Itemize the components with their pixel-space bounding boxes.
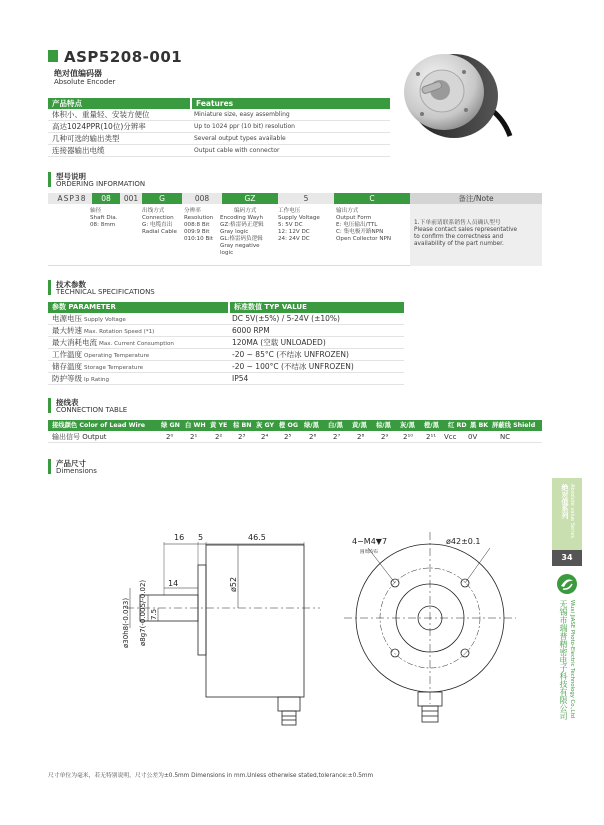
code-resolution: 008 bbox=[182, 193, 222, 204]
col-line: 12: 12V DC bbox=[278, 229, 310, 235]
front-view bbox=[344, 532, 516, 722]
features-table bbox=[48, 98, 390, 157]
section-title-cn: 接线表 bbox=[56, 398, 79, 407]
conn-header-cell: 橙 OG bbox=[279, 422, 299, 429]
subtitle-cn: 绝对值编码器 bbox=[54, 69, 102, 78]
col-line: Connection bbox=[142, 215, 174, 221]
conn-cell: 2⁹ bbox=[381, 433, 389, 441]
col-line: GZ:格雷码正逻辑 bbox=[220, 222, 264, 228]
col-line: 编码方式 bbox=[234, 208, 257, 214]
gland-outline bbox=[278, 697, 300, 711]
param-cn: 工作温度 bbox=[52, 350, 82, 359]
ordering-col-resolution bbox=[184, 208, 213, 243]
feature-cn: 几种可选的输出类型 bbox=[52, 134, 120, 143]
series-tab bbox=[552, 478, 582, 550]
ordering-col-voltage bbox=[278, 208, 320, 243]
conn-header-cell: 屏蔽线 Shield bbox=[492, 422, 536, 429]
feature-cn: 体积小、重量轻、安装方便位 bbox=[52, 110, 150, 119]
section-bar bbox=[48, 398, 51, 413]
conn-cell: 2⁵ bbox=[284, 433, 292, 441]
company-logo-icon bbox=[555, 572, 579, 596]
tech-header-value: 标准数值 TYP VALUE bbox=[230, 302, 404, 313]
section-title-en: TECHNICAL SPECIFICATIONS bbox=[56, 288, 155, 296]
mount-hole bbox=[391, 649, 399, 657]
conn-header-cell: 灰 GY bbox=[256, 422, 275, 429]
conn-header-cell: 白 WH bbox=[185, 422, 206, 429]
col-line: G: 电缆直出 bbox=[142, 222, 173, 228]
col-line: Supply Voltage bbox=[278, 215, 320, 221]
col-line: 5: 5V DC bbox=[278, 222, 303, 228]
code-prefix: ASP38 bbox=[57, 194, 87, 203]
col-line: logic bbox=[220, 250, 234, 256]
code-connection: G bbox=[142, 193, 182, 204]
param-label bbox=[48, 373, 228, 384]
param-label bbox=[48, 325, 228, 336]
conn-cell: 2² bbox=[215, 433, 223, 441]
param-label bbox=[48, 349, 228, 360]
note-label: 备注/Note bbox=[410, 193, 542, 204]
param-en: Storage Temperature bbox=[84, 365, 144, 371]
param-value: 120MA (空载 UNLOADED) bbox=[232, 338, 326, 347]
param-cn: 最大消耗电流 bbox=[52, 338, 97, 347]
table-row bbox=[48, 373, 404, 385]
col-line: 010:10 Bit bbox=[184, 236, 214, 242]
series-en: Absolute value Series bbox=[569, 484, 575, 539]
feature-en: Output cable with connector bbox=[194, 147, 280, 154]
dimension-drawing bbox=[90, 520, 522, 750]
table-row bbox=[48, 349, 404, 361]
dim-phi30: ø30h8(-0.033) bbox=[122, 597, 130, 648]
table-row bbox=[48, 325, 404, 337]
note-line: availability of the part number. bbox=[414, 241, 504, 247]
table-row bbox=[48, 361, 404, 373]
body-outline bbox=[206, 545, 304, 697]
dim-phi42: ø42±0.1 bbox=[446, 537, 481, 546]
dim-14: 14 bbox=[168, 579, 179, 588]
conn-header-cell: 黄 YE bbox=[210, 422, 228, 429]
col-line: Encoding Wayh bbox=[220, 215, 264, 221]
footer-note: 尺寸单位为毫米，若无特别说明，尺寸公差为±0.5mm Dimensions in mm.Unless otherwise stated,tolerance:±0.5mm bbox=[48, 773, 374, 779]
conn-header-cell: 黑 BK bbox=[470, 422, 489, 429]
dim-phi52: ø52 bbox=[229, 576, 238, 592]
cable-outline bbox=[422, 706, 438, 722]
param-value: IP54 bbox=[232, 374, 249, 383]
features-header bbox=[48, 98, 390, 109]
conn-cell: NC bbox=[500, 433, 511, 441]
ordering-code-row bbox=[48, 193, 542, 204]
table-row bbox=[48, 431, 542, 443]
col-line: 009:9 Bit bbox=[184, 229, 210, 235]
company-name-cn: 无锡市瑞普精密电子科技有限公司 bbox=[559, 600, 568, 720]
conn-header-label: 接线颜色 Color of Lead Wire bbox=[52, 422, 146, 429]
section-title-cn: 产品尺寸 bbox=[56, 459, 86, 468]
param-label bbox=[48, 337, 228, 348]
col-line: Open Collector NPN bbox=[336, 236, 392, 242]
param-cn: 最大转速 bbox=[52, 326, 82, 335]
param-value: -20 ~ 100°C (不结冰 UNFROZEN) bbox=[232, 362, 354, 371]
col-line: C: 集电极开路NPN bbox=[336, 229, 384, 235]
conn-cell: 2⁸ bbox=[357, 433, 365, 441]
code-encoding: GZ bbox=[222, 193, 278, 204]
col-line: 24: 24V DC bbox=[278, 236, 310, 242]
col-line: 输出方式 bbox=[336, 208, 359, 214]
col-line: 08: 8mm bbox=[90, 222, 116, 228]
section-title-en: ORDERING INFORMATION bbox=[56, 180, 146, 188]
conn-cell: 2¹¹ bbox=[426, 433, 437, 441]
dim-7-5: 7.5 bbox=[150, 608, 158, 620]
conn-cell: 0V bbox=[468, 433, 478, 441]
code-voltage: 5 bbox=[303, 194, 309, 203]
conn-cell: 2¹ bbox=[190, 433, 198, 441]
col-line: 分辨率 bbox=[184, 208, 201, 214]
section-title-en: CONNECTION TABLE bbox=[56, 406, 128, 414]
conn-header-cell: 棕 BN bbox=[233, 422, 252, 429]
dim-phi8: ø8g7(-0.005/-0.02) bbox=[139, 579, 147, 646]
param-value: -20 ~ 85°C (不结冰 UNFROZEN) bbox=[232, 350, 349, 359]
table-row bbox=[48, 121, 390, 133]
features-header-en: Features bbox=[192, 98, 390, 109]
dim-m4-sub: 圆周均布 bbox=[360, 550, 378, 555]
page-number: 34 bbox=[552, 550, 582, 566]
param-cn: 电源电压 bbox=[52, 314, 82, 323]
title-accent-bar bbox=[48, 50, 58, 62]
conn-header-cell: 棕/黑 bbox=[376, 422, 391, 429]
conn-header-cell: 白/黑 bbox=[328, 422, 343, 429]
tech-table bbox=[48, 302, 404, 385]
ordering-col-shaft bbox=[90, 208, 117, 229]
subtitle-en: Absolute Encoder bbox=[54, 78, 116, 86]
tech-header bbox=[48, 302, 404, 313]
conn-header-cell: 黄/黑 bbox=[352, 422, 367, 429]
conn-cell: Vcc bbox=[444, 433, 457, 441]
features-header-cn: 产品特点 bbox=[48, 98, 190, 109]
conn-row-label: 输出信号 Output bbox=[52, 433, 107, 441]
note-line: to confirm the correctness and bbox=[414, 234, 504, 240]
note-line: Please contact sales representative bbox=[414, 227, 518, 233]
dim-m4: 4−M4▼7 bbox=[352, 537, 388, 546]
ordering-col-encoding bbox=[220, 208, 264, 257]
conn-header-cell: 绿/黑 bbox=[304, 422, 319, 429]
col-line: Gray logic bbox=[220, 229, 249, 235]
ordering-note bbox=[410, 204, 542, 266]
table-row bbox=[48, 109, 390, 121]
param-value: 6000 RPM bbox=[232, 326, 270, 335]
section-title-cn: 型号说明 bbox=[56, 172, 86, 181]
table-row bbox=[48, 313, 404, 325]
product-title: ASP5208-001 bbox=[64, 48, 183, 66]
col-line: E: 电压输出/TTL bbox=[336, 222, 378, 228]
conn-header-cell: 红 RD bbox=[448, 422, 467, 429]
feature-en: Up to 1024 ppr (10 bit) resolution bbox=[194, 123, 295, 130]
section-bar bbox=[48, 459, 51, 474]
col-line: 出线方式 bbox=[142, 208, 165, 214]
conn-cell: 2⁷ bbox=[333, 433, 341, 441]
conn-cell: 2¹⁰ bbox=[403, 433, 414, 441]
ordering-body bbox=[48, 204, 542, 266]
connection-header bbox=[48, 420, 542, 431]
param-label bbox=[48, 313, 228, 324]
ordering-table bbox=[48, 193, 542, 266]
ordering-col-connection bbox=[142, 208, 177, 236]
code-shaft: 08 bbox=[92, 193, 120, 204]
param-en: Supply Voltage bbox=[84, 317, 126, 323]
tech-header-param: 参数 PARAMETER bbox=[48, 302, 228, 313]
param-en: Ip Rating bbox=[84, 377, 110, 383]
flange-outline bbox=[198, 565, 206, 655]
col-line: Resolution bbox=[184, 215, 214, 221]
param-en: Max. Current Consumption bbox=[99, 341, 174, 347]
table-row bbox=[48, 337, 404, 349]
col-line: Gray negative bbox=[220, 243, 260, 249]
param-cn: 储存温度 bbox=[52, 362, 82, 371]
section-bar bbox=[48, 280, 51, 295]
connection-table bbox=[48, 420, 542, 443]
series-cn: 绝对值系列 bbox=[561, 484, 569, 519]
cable-outline bbox=[282, 711, 296, 725]
feature-en: Several output types available bbox=[194, 135, 286, 142]
side-view bbox=[122, 533, 320, 725]
ordering-col-output bbox=[336, 208, 391, 243]
conn-cell: 2⁴ bbox=[261, 433, 269, 441]
col-line: 轴径 bbox=[90, 208, 102, 214]
dim-16: 16 bbox=[174, 533, 185, 542]
param-en: Operating Temperature bbox=[84, 353, 150, 359]
param-value: DC 5V(±5%) / 5-24V (±10%) bbox=[232, 314, 340, 323]
param-en: Max. Rotation Speed (*1) bbox=[84, 329, 155, 335]
col-line: Shaft Dia. bbox=[90, 215, 118, 221]
conn-header-cell: 橙/黑 bbox=[424, 422, 439, 429]
table-row bbox=[48, 145, 390, 157]
conn-cell: 2⁶ bbox=[309, 433, 317, 441]
section-bar bbox=[48, 172, 51, 187]
company-name-en: Wuxi JiASE Photo-Electric Technology Co.,Ltd bbox=[569, 600, 575, 719]
encoder-photo bbox=[392, 44, 514, 144]
feature-cn: 高达1024PPR(10位)分辨率 bbox=[52, 122, 146, 131]
code-series: 001 bbox=[123, 194, 139, 203]
note-line: 1.下单前请联系销售人员确认型号 bbox=[414, 220, 501, 226]
param-label bbox=[48, 361, 228, 372]
col-line: 工作电压 bbox=[278, 208, 301, 214]
feature-cn: 连接器输出电缆 bbox=[52, 146, 105, 155]
section-title-en: Dimensions bbox=[56, 467, 97, 475]
col-line: 008:8 Bit bbox=[184, 222, 210, 228]
feature-en: Miniature size, easy assembling bbox=[194, 111, 290, 118]
section-title-cn: 技术参数 bbox=[56, 280, 86, 289]
table-row bbox=[48, 133, 390, 145]
conn-header-cell: 灰/黑 bbox=[400, 422, 415, 429]
code-output: C bbox=[334, 193, 410, 204]
param-cn: 防护等级 bbox=[52, 374, 82, 383]
conn-cell: 2³ bbox=[238, 433, 246, 441]
col-line: Radial Cable bbox=[142, 229, 177, 235]
mount-hole bbox=[461, 649, 469, 657]
col-line: GL:格雷码负逻辑 bbox=[220, 236, 263, 242]
conn-header-cell: 绿 GN bbox=[161, 422, 180, 429]
col-line: Output Form bbox=[336, 215, 372, 221]
dim-46-5: 46.5 bbox=[248, 533, 266, 542]
dim-5: 5 bbox=[198, 533, 204, 542]
conn-cell: 2⁰ bbox=[166, 433, 174, 441]
